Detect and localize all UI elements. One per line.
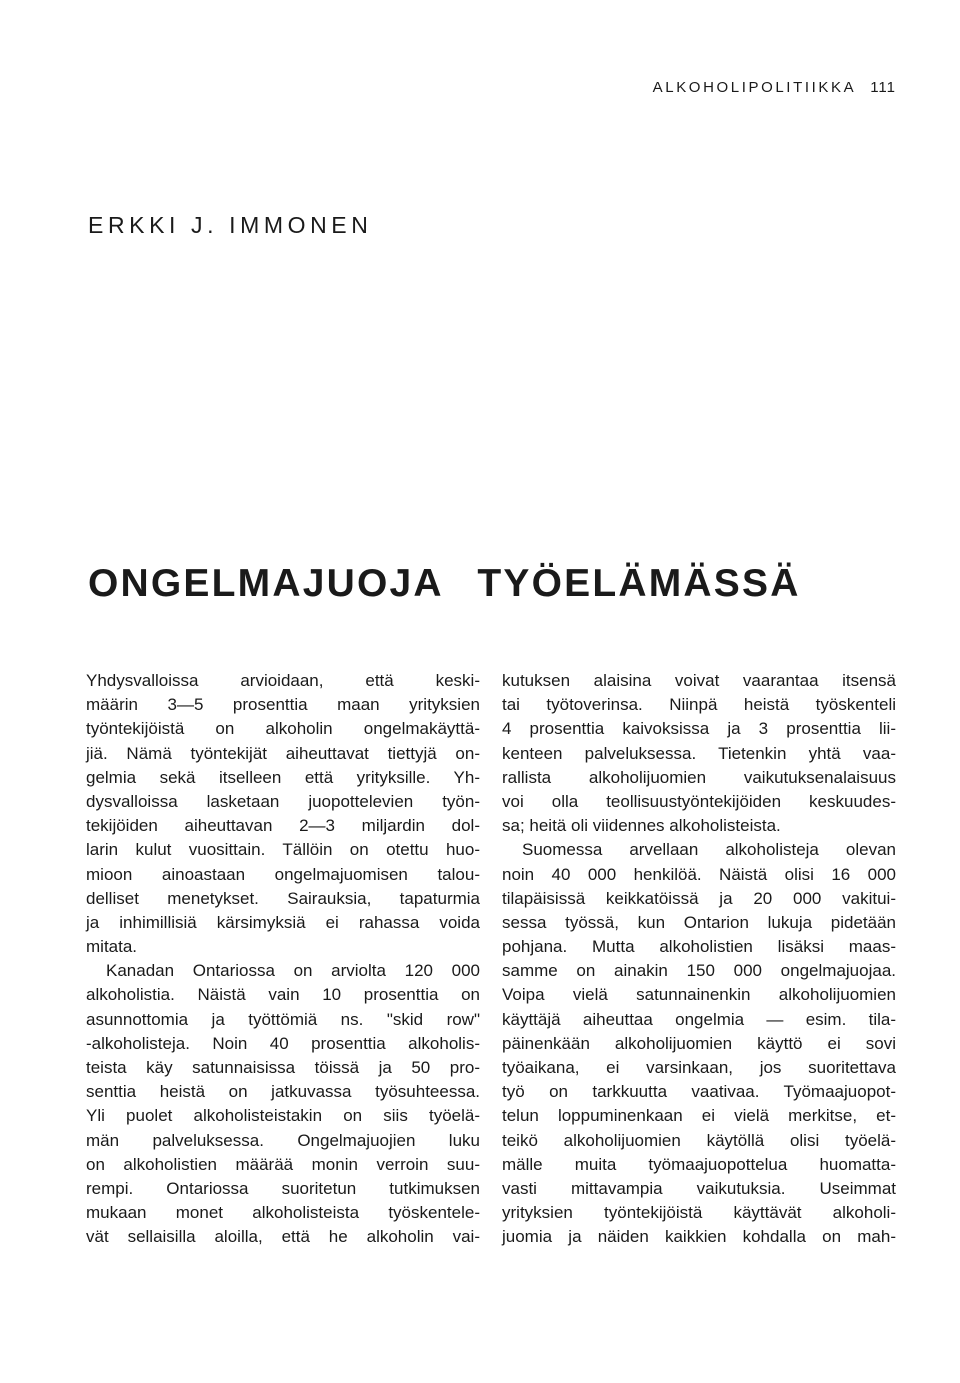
text-line: mukaan monet alkoholisteista työskentele-	[86, 1203, 480, 1223]
text-line: dysvalloissa lasketaan juopottelevien työn-	[86, 791, 480, 811]
text-line: män palveluksessa. Ongelmajuojien luku	[86, 1130, 480, 1150]
text-line: sessa työssä, kun Ontarion lukuja pidetään	[502, 912, 896, 932]
text-line: Kanadan Ontariossa on arviolta 120 000	[106, 961, 480, 981]
text-line: mitata.	[86, 937, 138, 957]
text-line: työaikana, ei varsinkaan, jos suoritettava	[502, 1058, 896, 1077]
text-line: on alkoholistien määrää monin verroin suu-	[86, 1154, 480, 1174]
text-line: asunnottomia ja työttömiä ns. "skid row"	[86, 1009, 480, 1029]
running-header	[653, 79, 896, 96]
text-line: tekijöiden aiheuttavan 2—3 miljardin dol-	[86, 816, 480, 836]
text-line: samme on ainakin 150 000 ongelmajuojaa.	[502, 961, 896, 981]
text-line: senttia heistä on jatkuvassa työsuhteessa.	[86, 1082, 480, 1102]
left-column	[86, 669, 480, 1250]
text-line: yrityksien työntekijöistä käyttävät alkoholi-	[502, 1203, 896, 1223]
text-line: Yli puolet alkoholisteistakin on siis työelä-	[86, 1106, 480, 1126]
text-line: jiä. Nämä työntekijät aiheuttavat tiettyjä on-	[86, 743, 480, 763]
text-line: kutuksen alaisina voivat vaarantaa itsensä	[502, 671, 896, 690]
text-line: telun loppuminenkaan ei vielä merkitse, et-	[502, 1106, 896, 1126]
text-line: voi olla teollisuustyöntekijöiden keskuudes-	[502, 791, 896, 811]
text-line: pohjana. Mutta alkoholistien lisäksi maas-	[502, 937, 896, 957]
text-line: 4 prosenttia kaivoksissa ja 3 prosenttia lii-	[502, 719, 896, 739]
text-line: larin kulut vuosittain. Tällöin on otettu huo-	[86, 840, 480, 860]
text-line: rempi. Ontariossa suoritetun tutkimuksen	[86, 1178, 480, 1198]
text-line: käyttäjä aiheuttaa ongelmia — esim. tila-	[502, 1009, 896, 1029]
text-line: työ on tarkkuutta vaativaa. Työmaajuopot-	[502, 1082, 896, 1102]
text-line: juomia ja näiden kaikkien kohdalla on mah-	[502, 1227, 896, 1247]
text-line: mioon ainoastaan ongelmajuomisen talou-	[86, 864, 480, 884]
text-line: päinenkään alkoholijuomien käyttö ei sovi	[502, 1033, 896, 1053]
text-line: alkoholistia. Näistä vain 10 prosenttia on	[86, 985, 480, 1005]
text-line: delliset menetykset. Sairauksia, tapaturmia	[86, 888, 480, 908]
text-line: määrin 3—5 prosenttia maan yrityksien	[86, 695, 480, 715]
text-line: mälle muita työmaajuopottelua huomatta-	[502, 1154, 896, 1174]
text-line: -alkoholisteja. Noin 40 prosenttia alkoholis-	[86, 1033, 480, 1053]
text-line: ja inhimillisiä kärsimyksiä ei rahassa voida	[86, 912, 480, 932]
text-line: Yhdysvalloissa arvioidaan, että keski-	[86, 671, 480, 690]
article-title: ONGELMAJUOJA TYÖELÄMÄSSÄ	[88, 562, 801, 605]
text-line: kenteen palveluksessa. Tietenkin yhtä vaa-	[502, 743, 896, 763]
text-line: teista käy satunnaisissa töissä ja 50 pro-	[86, 1058, 480, 1077]
text-line: vasti mittavampia vaikutuksia. Useimmat	[502, 1178, 896, 1198]
section-title: ALKOHOLIPOLITIIKKA	[652, 79, 857, 96]
right-column	[502, 669, 896, 1250]
text-line: teikö alkoholijuomien käytöllä olisi työelä-	[502, 1130, 896, 1150]
text-line: Suomessa arvellaan alkoholisteja olevan	[522, 840, 896, 860]
text-line: sa; heitä oli viidennes alkoholisteista.	[502, 816, 781, 836]
text-line: tai työtoverinsa. Niinpä heistä työskenteli	[502, 695, 896, 715]
text-line: noin 40 000 henkilöä. Näistä olisi 16 000	[502, 864, 896, 884]
text-line: gelmia sekä itselleen että yrityksille. Yh-	[86, 767, 480, 787]
text-line: vät sellaisilla aloilla, että he alkoholin vai-	[86, 1227, 480, 1247]
author-name: ERKKI J. IMMONEN	[88, 212, 373, 238]
text-line: Voipa vielä satunnainenkin alkoholijuomien	[502, 985, 896, 1005]
page-number: 111	[870, 79, 896, 96]
text-line: tilapäisissä keikkatöissä ja 20 000 vakitui-	[502, 888, 896, 908]
text-line: rallista alkoholijuomien vaikutuksenalaisuus	[502, 767, 896, 787]
text-line: työntekijöistä on alkoholin ongelmakäyttä-	[86, 719, 480, 739]
